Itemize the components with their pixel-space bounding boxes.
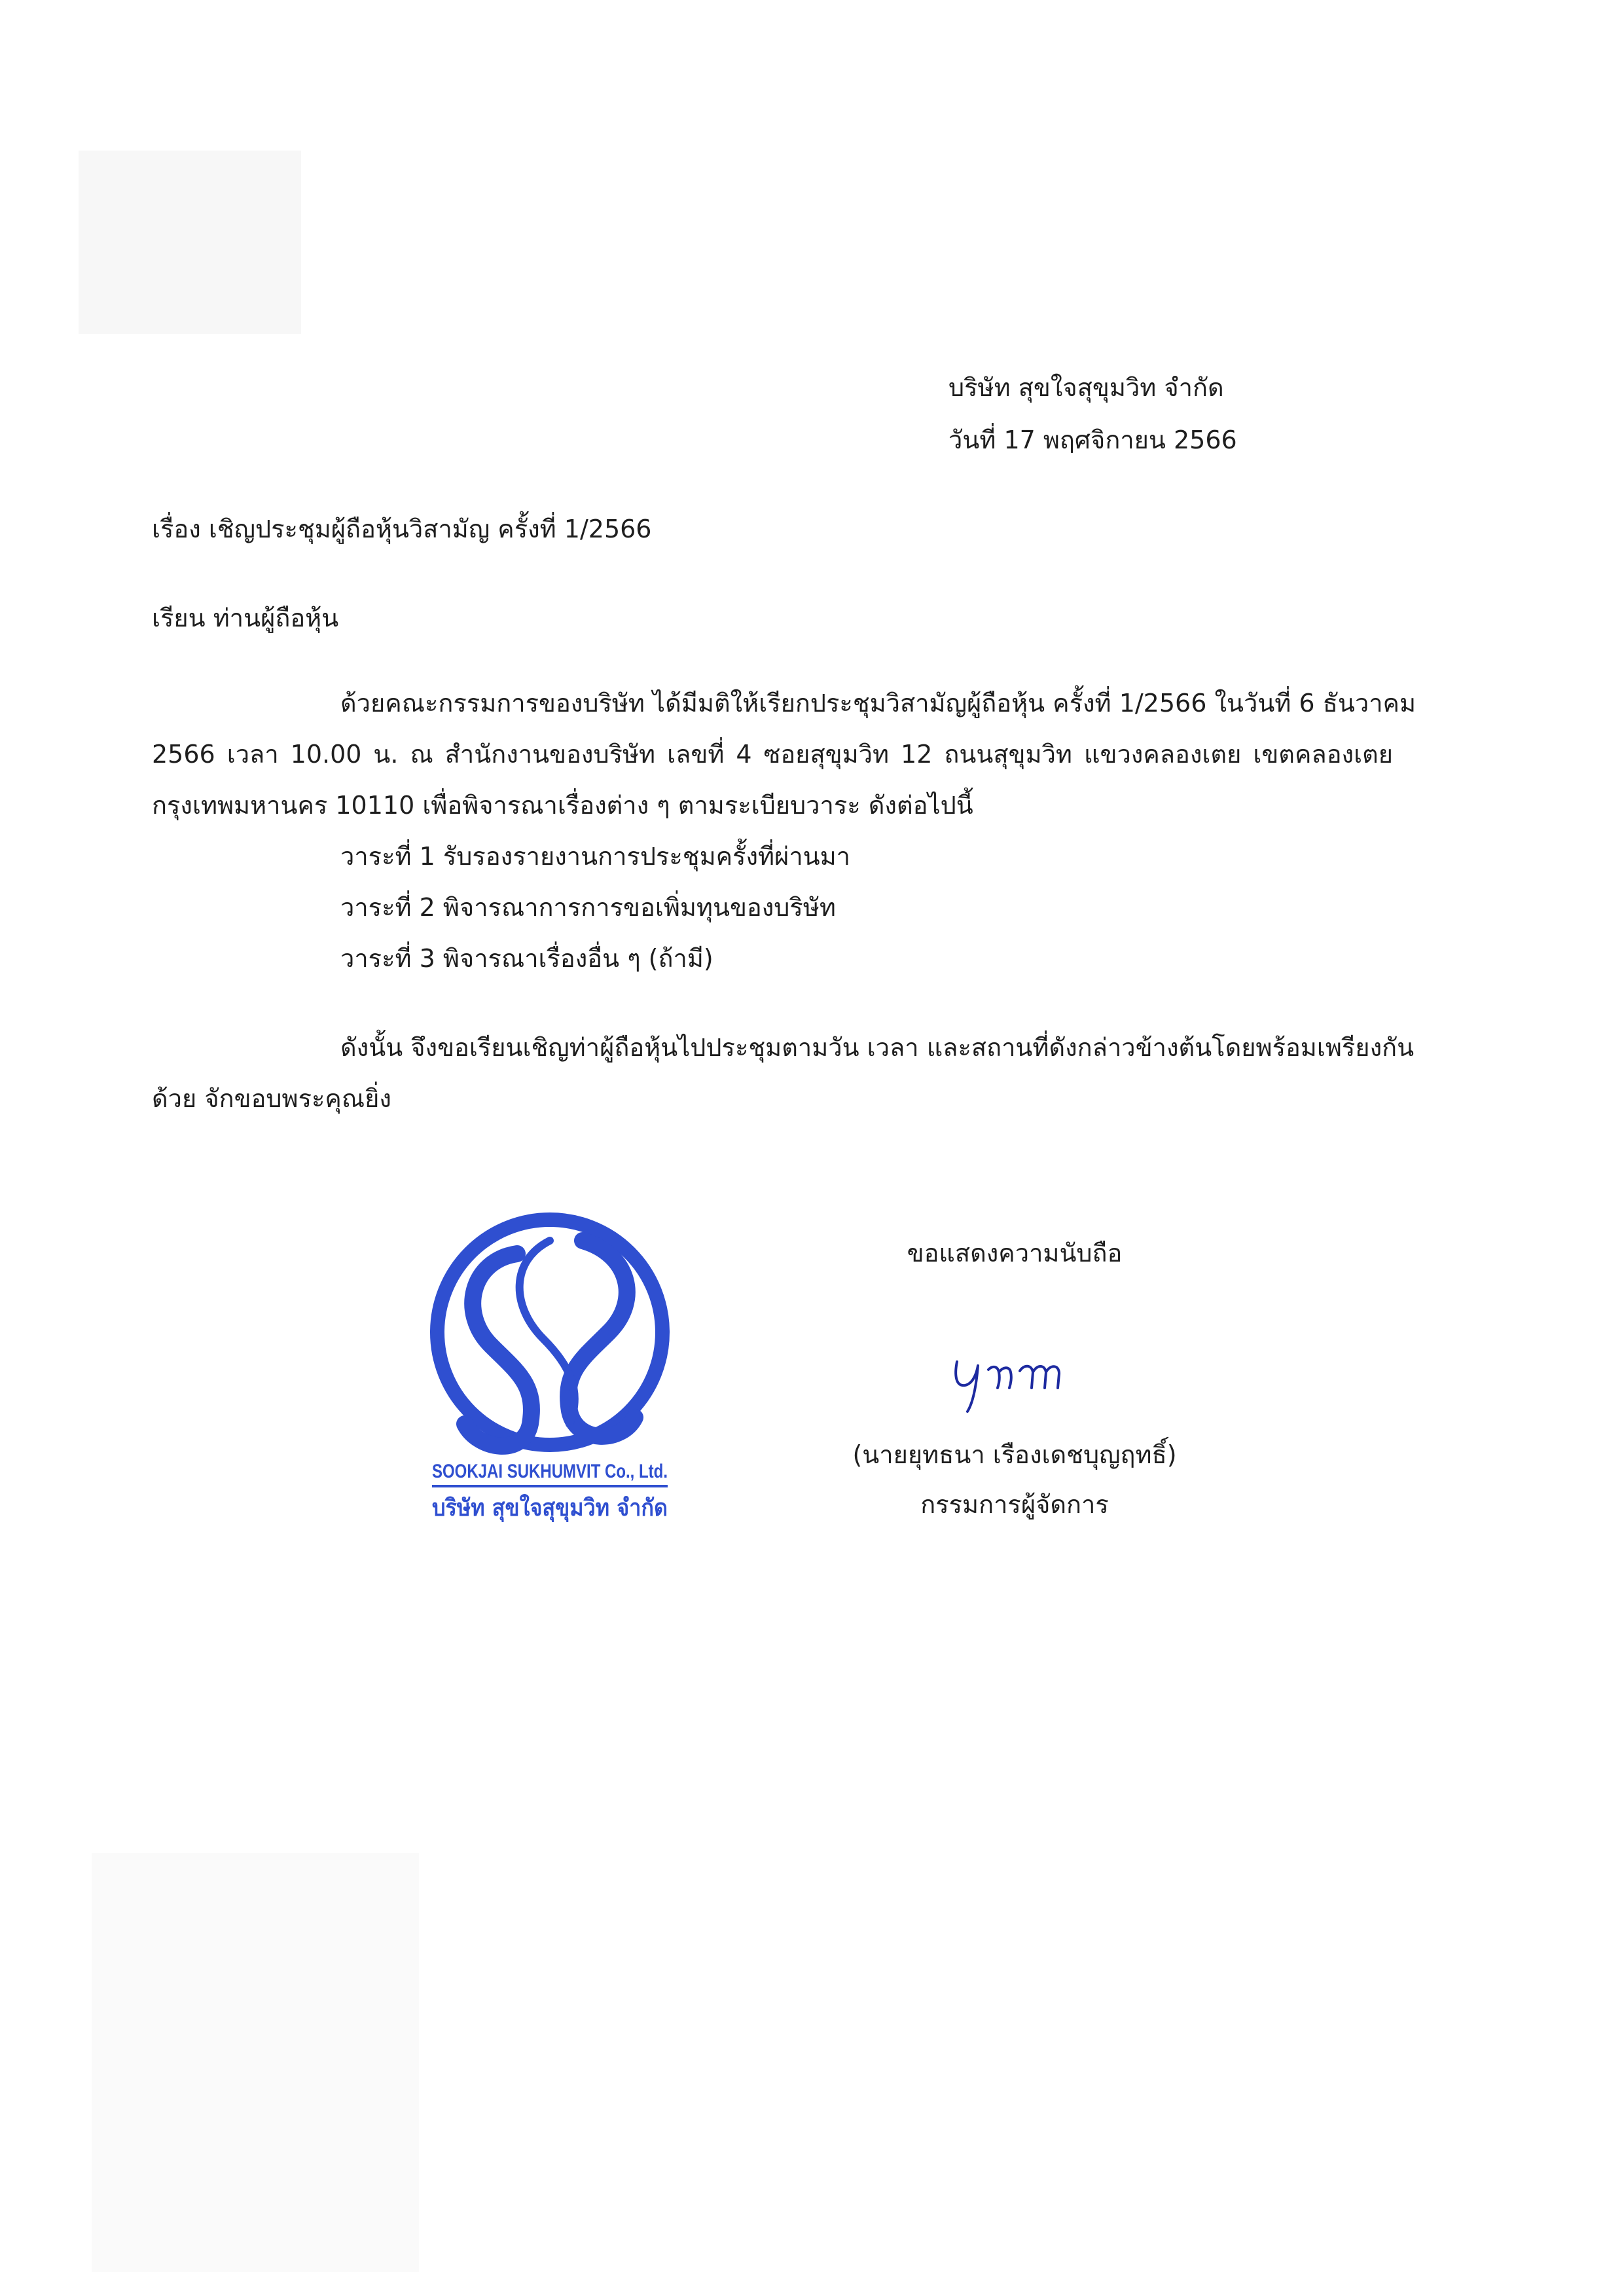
paragraph2-line-1: ดังนั้น จึงขอเรียนเชิญท่าผู้ถือหุ้นไปประชุมตามวัน เวลา และสถานที่ดังกล่าวข้างต้นโดยพร้อมเพรียงกัน: [340, 1033, 1415, 1062]
signer-title: กรรมการผู้จัดการ: [920, 1490, 1109, 1519]
paragraph1-line-2: 2566 เวลา 10.00 น. ณ สำนักงานของบริษัท เลขที่ 4 ซอยสุขุมวิท 12 ถนนสุขุมวิท แขวงคลองเตย เขตคลองเตย: [152, 740, 1393, 769]
signer-name: (นายยุทธนา เรืองเดชบุญฤทธิ์): [852, 1440, 1177, 1469]
agenda-item-1: วาระที่ 1 รับรองรายงานการประชุมครั้งที่ผ่านมา: [340, 842, 851, 871]
company-name: บริษัท สุขใจสุขุมวิท จำกัด: [948, 373, 1224, 402]
paragraph2-line-2: ด้วย จักขอบพระคุณยิ่ง: [152, 1084, 391, 1113]
seal-thai-name: บริษัท สุขใจสุขุมวิท จำกัด: [432, 1495, 695, 1522]
agenda-item-2: วาระที่ 2 พิจารณาการการขอเพิ่มทุนของบริษัท: [340, 893, 836, 922]
agenda-item-3: วาระที่ 3 พิจารณาเรื่องอื่น ๆ (ถ้ามี): [340, 944, 713, 973]
letter-date: วันที่ 17 พฤศจิกายน 2566: [948, 426, 1237, 454]
scan-artifact: [79, 151, 301, 334]
paragraph1-line-3: กรุงเทพมหานคร 10110 เพื่อพิจารณาเรื่องต่าง ๆ ตามระเบียบวาระ ดังต่อไปนี้: [152, 791, 973, 820]
salutation: เรียน ท่านผู้ถือหุ้น: [152, 604, 339, 632]
handwritten-signature: [943, 1336, 1100, 1414]
paragraph1-line-1: ด้วยคณะกรรมการของบริษัท ได้มีมติให้เรียกประชุมวิสามัญผู้ถือหุ้น ครั้งที่ 1/2566 ในวันที่ 6 ธันวาคม: [340, 689, 1416, 718]
seal-english-name: SOOKJAI SUKHUMVIT Co., Ltd.: [432, 1461, 668, 1482]
closing-regards: ขอแสดงความนับถือ: [907, 1239, 1123, 1267]
scan-artifact: [92, 1853, 419, 2272]
subject-line: เรื่อง เชิญประชุมผู้ถือหุ้นวิสามัญ ครั้งที่ 1/2566: [152, 515, 652, 543]
company-seal-logo: [419, 1214, 695, 1529]
